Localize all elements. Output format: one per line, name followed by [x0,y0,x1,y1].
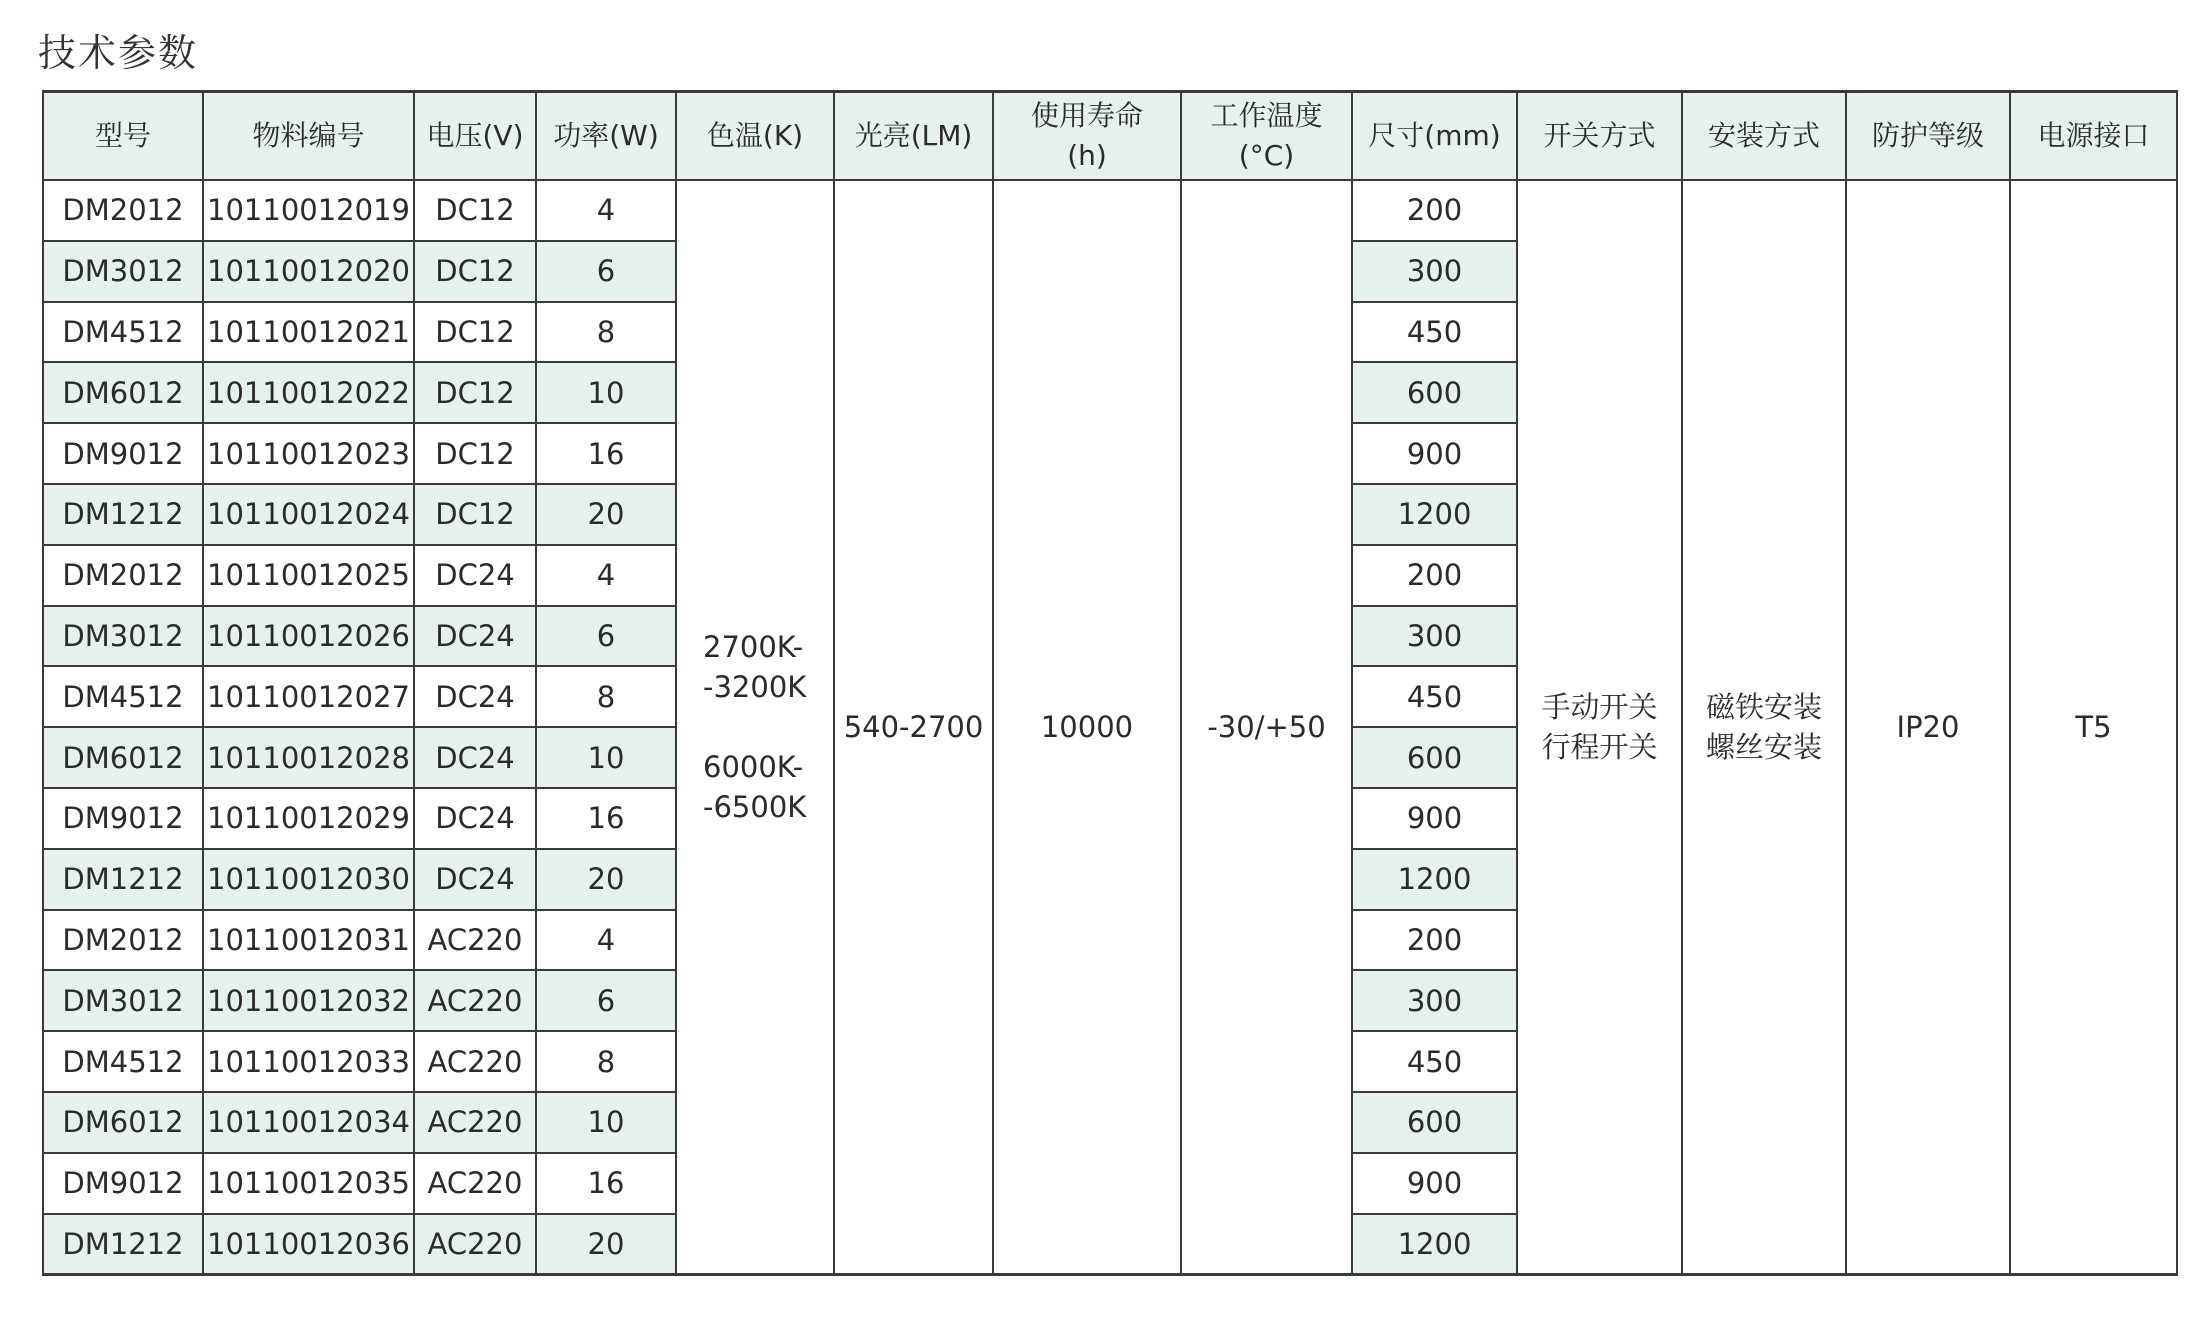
cell-voltage: DC24 [414,727,536,788]
cell-size: 300 [1352,970,1517,1031]
cell-socket [2010,180,2177,1275]
header-lifetime-line2: (h) [1067,139,1107,172]
cell-ip [1846,180,2010,1275]
header-switch: 开关方式 [1517,92,1682,181]
header-lifetime-line1: 使用寿命 [1030,99,1143,132]
cell-power: 20 [536,1214,676,1275]
cell-material-no: 10110012024 [203,484,414,545]
cell-material-no: 10110012034 [203,1092,414,1153]
cell-power: 20 [536,484,676,545]
cell-model: DM9012 [43,788,203,849]
cell-voltage: DC12 [414,484,536,545]
cell-model: DM2012 [43,180,203,241]
cell-size: 600 [1352,1092,1517,1153]
cell-model: DM2012 [43,545,203,606]
cell-size: 900 [1352,1153,1517,1214]
header-size: 尺寸(mm) [1352,92,1517,181]
cell-material-no: 10110012036 [203,1214,414,1275]
cell-voltage: AC220 [414,1031,536,1092]
header-install: 安装方式 [1682,92,1846,181]
install-line1: 磁铁安装 [1705,690,1822,725]
cell-material-no: 10110012020 [203,241,414,302]
cell-size: 300 [1352,606,1517,667]
cell-size: 900 [1352,788,1517,849]
cell-voltage: DC12 [414,423,536,484]
cell-voltage: AC220 [414,970,536,1031]
header-temp [1181,92,1352,181]
cell-size: 450 [1352,302,1517,363]
cell-lumen [834,180,993,1275]
cell-model: DM1212 [43,849,203,910]
cell-size: 900 [1352,423,1517,484]
cell-model: DM4512 [43,1031,203,1092]
cct-range-1-start: 2700K- [703,630,804,665]
cell-model: DM9012 [43,423,203,484]
cell-material-no: 10110012032 [203,970,414,1031]
cell-size: 200 [1352,180,1517,241]
cct-range-2-end: -6500K [703,790,807,825]
install-line2: 螺丝安装 [1705,730,1822,765]
cell-voltage: DC24 [414,849,536,910]
header-ip: 防护等级 [1846,92,2010,181]
cell-material-no: 10110012031 [203,910,414,971]
header-material-no: 物料编号 [203,92,414,181]
cell-voltage: AC220 [414,1092,536,1153]
cell-material-no: 10110012033 [203,1031,414,1092]
cell-power: 8 [536,1031,676,1092]
cell-voltage: DC12 [414,362,536,423]
cell-power: 20 [536,849,676,910]
table-body [43,180,2177,1275]
table-row [43,180,2177,241]
cell-voltage: DC24 [414,666,536,727]
header-temp-line2: (°C) [1238,139,1295,172]
lumen-value: 540-2700 [843,710,984,745]
cell-material-no: 10110012023 [203,423,414,484]
spec-table [42,90,2178,1276]
cell-size: 600 [1352,362,1517,423]
lifetime-value: 10000 [1040,710,1134,745]
cell-material-no: 10110012025 [203,545,414,606]
cell-voltage: AC220 [414,1153,536,1214]
cell-power: 4 [536,180,676,241]
cell-model: DM1212 [43,1214,203,1275]
header-socket: 电源接口 [2010,92,2177,181]
cell-power: 4 [536,545,676,606]
cell-model: DM6012 [43,1092,203,1153]
page-title: 技术参数 [38,31,199,75]
cell-material-no: 10110012035 [203,1153,414,1214]
cell-model: DM3012 [43,606,203,667]
cell-temp [1181,180,1352,1275]
cell-power: 10 [536,362,676,423]
cell-voltage: AC220 [414,1214,536,1275]
cell-voltage: DC24 [414,606,536,667]
header-model: 型号 [43,92,203,181]
cell-material-no: 10110012029 [203,788,414,849]
header-cct: 色温(K) [676,92,834,181]
socket-value: T5 [2075,710,2112,745]
cell-power: 8 [536,666,676,727]
header-voltage: 电压(V) [414,92,536,181]
cell-model: DM4512 [43,302,203,363]
header-lifetime [993,92,1181,181]
cell-size: 200 [1352,910,1517,971]
cell-model: DM1212 [43,484,203,545]
cell-power: 6 [536,241,676,302]
cell-power: 8 [536,302,676,363]
temp-value: -30/+50 [1207,710,1326,745]
cell-cct [676,180,834,1275]
header-power: 功率(W) [536,92,676,181]
cell-model: DM6012 [43,362,203,423]
cell-model: DM6012 [43,727,203,788]
cell-material-no: 10110012019 [203,180,414,241]
switch-line1: 手动开关 [1541,690,1658,725]
cell-power: 10 [536,727,676,788]
cell-model: DM2012 [43,910,203,971]
cct-range-2-start: 6000K- [703,750,804,785]
cell-switch [1517,180,1682,1275]
cell-model: DM3012 [43,970,203,1031]
cct-range-1-end: -3200K [703,670,807,705]
cell-voltage: AC220 [414,910,536,971]
cell-power: 16 [536,788,676,849]
cell-size: 300 [1352,241,1517,302]
cell-install [1682,180,1846,1275]
cell-model: DM4512 [43,666,203,727]
ip-value: IP20 [1896,710,1960,745]
cell-voltage: DC12 [414,180,536,241]
cell-material-no: 10110012026 [203,606,414,667]
header-temp-line1: 工作温度 [1210,99,1323,132]
table-header-row [43,92,2177,181]
cell-size: 600 [1352,727,1517,788]
cell-model: DM3012 [43,241,203,302]
cell-size: 1200 [1352,849,1517,910]
cell-size: 450 [1352,666,1517,727]
cell-power: 4 [536,910,676,971]
cell-size: 200 [1352,545,1517,606]
header-lumen: 光亮(LM) [834,92,993,181]
cell-power: 6 [536,606,676,667]
cell-material-no: 10110012030 [203,849,414,910]
switch-line2: 行程开关 [1541,730,1658,765]
cell-lifetime [993,180,1181,1275]
cell-voltage: DC12 [414,241,536,302]
cell-voltage: DC24 [414,788,536,849]
cell-size: 1200 [1352,1214,1517,1275]
cell-power: 10 [536,1092,676,1153]
cell-material-no: 10110012022 [203,362,414,423]
cell-material-no: 10110012028 [203,727,414,788]
cell-size: 450 [1352,1031,1517,1092]
cell-material-no: 10110012021 [203,302,414,363]
cell-voltage: DC24 [414,545,536,606]
cell-power: 16 [536,423,676,484]
cell-voltage: DC12 [414,302,536,363]
cell-size: 1200 [1352,484,1517,545]
cell-power: 16 [536,1153,676,1214]
cell-model: DM9012 [43,1153,203,1214]
cell-power: 6 [536,970,676,1031]
cct-gap [703,707,833,747]
cell-material-no: 10110012027 [203,666,414,727]
